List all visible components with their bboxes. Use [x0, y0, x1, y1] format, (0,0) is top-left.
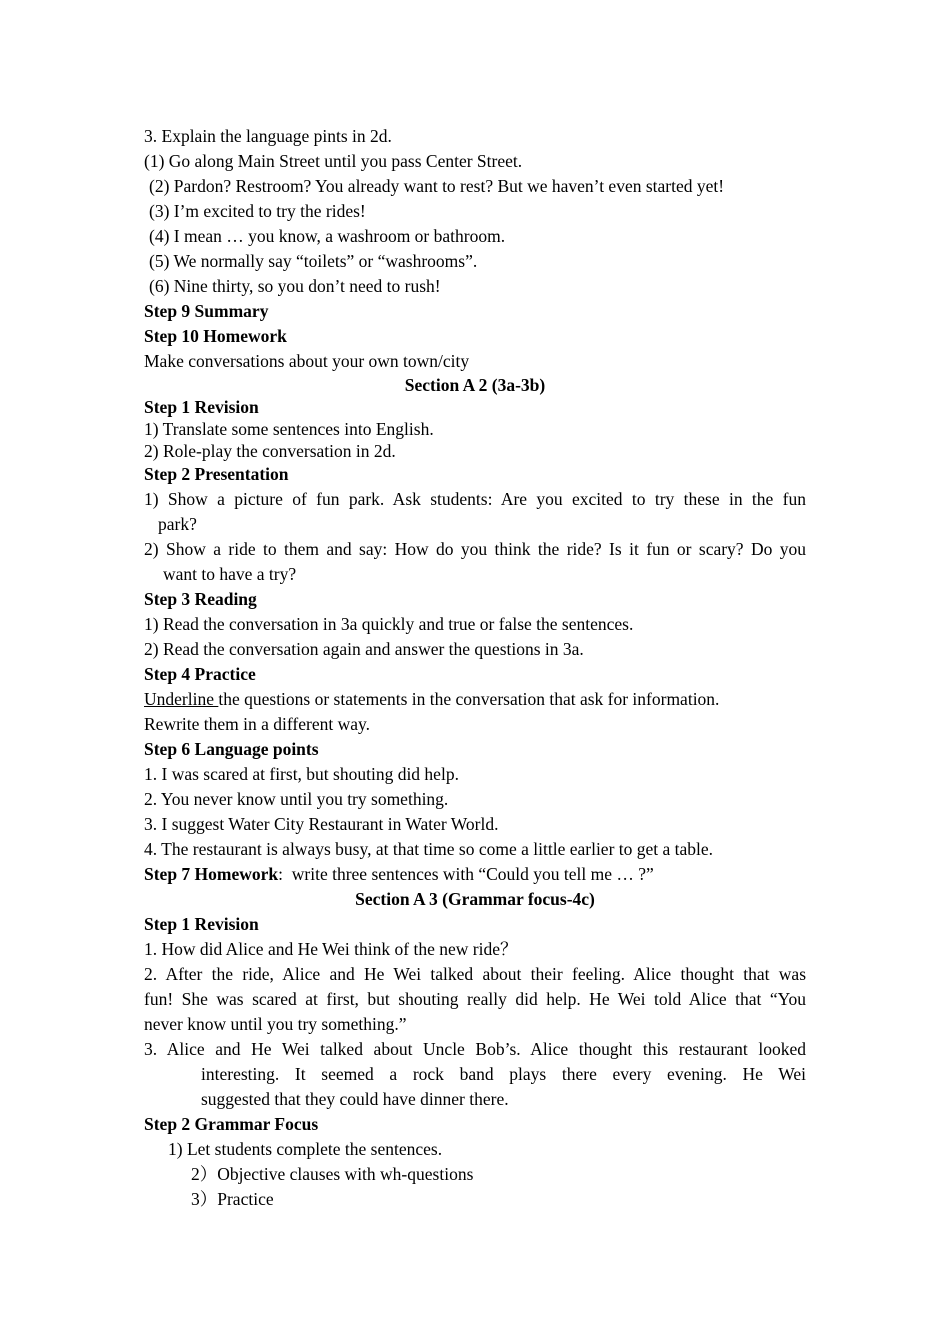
step-heading: Step 9 Summary: [144, 301, 269, 321]
step-heading: Step 6 Language points: [144, 739, 319, 759]
text-line: 3. Explain the language pints in 2d.: [144, 126, 392, 146]
section-heading: Section A 3 (Grammar focus-4c): [355, 889, 595, 909]
text-line: 2）Objective clauses with wh-questions: [191, 1164, 474, 1184]
section-heading: Section A 2 (3a-3b): [404, 375, 546, 395]
step-heading: Step 2 Presentation: [144, 464, 289, 484]
step-heading: Step 7 Homework: [144, 864, 279, 884]
step-heading: Step 3 Reading: [144, 589, 257, 609]
text-line: 1. How did Alice and He Wei think of the new ride？: [144, 939, 518, 959]
text-line: (3) I’m excited to try the rides!: [149, 201, 366, 221]
step-heading: Step 10 Homework: [144, 326, 287, 346]
text-line: 1) Let students complete the sentences.: [168, 1139, 443, 1159]
text-line: 2. You never know until you try something.: [144, 789, 449, 809]
text-line: Make conversations about your own town/city: [144, 351, 470, 371]
text-line: 4. The restaurant is always busy, at that time so come a little earlier to get a table.: [144, 839, 714, 859]
text-line: 1) Show a picture of fun park. Ask students: Are you excited to try these in the fun: [144, 489, 806, 509]
text-line: (2) Pardon? Restroom? You already want to rest? But we haven’t even started yet!: [149, 176, 725, 196]
text-line: 2) Role-play the conversation in 2d.: [144, 441, 396, 461]
text-line: (4) I mean … you know, a washroom or bathroom.: [149, 226, 506, 246]
text-line: 3. Alice and He Wei talked about Uncle Bob’s. Alice thought this restaurant looked: [144, 1039, 806, 1059]
text-line: (5) We normally say “toilets” or “washrooms”.: [149, 251, 478, 271]
text-line: 2) Show a ride to them and say: How do you think the ride? Is it fun or scary? Do you: [144, 539, 806, 559]
text-line: 1) Read the conversation in 3a quickly and true or false the sentences.: [144, 614, 634, 634]
text-line: 3. I suggest Water City Restaurant in Water World.: [144, 814, 499, 834]
text-line: [144, 687, 806, 712]
text-span: : write three sentences with “Could you tell me … ?”: [278, 864, 654, 884]
text-line: fun! She was scared at first, but shouting really did help. He Wei told Alice that “You: [144, 989, 806, 1009]
text-line: park?: [158, 514, 197, 534]
text-line: 1. I was scared at first, but shouting did help.: [144, 764, 459, 784]
text-line: 2. After the ride, Alice and He Wei talked about their feeling. Alice thought that was: [144, 964, 806, 984]
text-line: Rewrite them in a different way.: [144, 714, 370, 734]
text-line: want to have a try?: [163, 564, 297, 584]
text-line: (6) Nine thirty, so you don’t need to rush!: [149, 276, 441, 296]
underlined-word: Underline: [144, 689, 219, 709]
text-line: interesting. It seemed a rock band plays there every evening. He Wei: [201, 1064, 806, 1084]
text-line: 2) Read the conversation again and answer the questions in 3a.: [144, 639, 584, 659]
text-line: suggested that they could have dinner there.: [201, 1089, 509, 1109]
step-heading: Step 4 Practice: [144, 664, 256, 684]
step-heading: Step 1 Revision: [144, 914, 259, 934]
text-span: the questions or statements in the conversation that ask for information.: [218, 689, 720, 709]
text-line: (1) Go along Main Street until you pass Center Street.: [144, 151, 523, 171]
text-line: 3）Practice: [191, 1189, 274, 1209]
text-line: [144, 862, 806, 887]
step-heading: Step 2 Grammar Focus: [144, 1114, 319, 1134]
document-body: [144, 124, 806, 1212]
text-line: 1) Translate some sentences into English.: [144, 419, 434, 439]
text-line: never know until you try something.”: [144, 1014, 407, 1034]
step-heading: Step 1 Revision: [144, 397, 259, 417]
